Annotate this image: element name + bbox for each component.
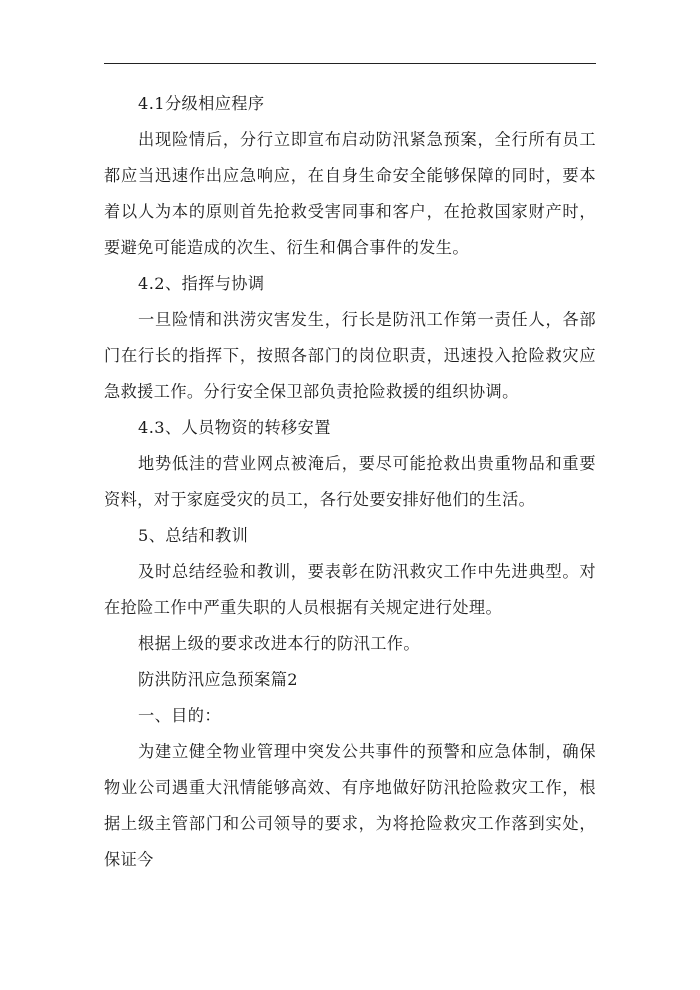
paragraph-5-summary: 及时总结经验和教训，要表彰在防汛救灾工作中先进典型。对在抢险工作中严重失职的人员根据有关规定进行处理。	[104, 562, 596, 617]
section-heading-5: 5、总结和教训	[138, 526, 249, 545]
paragraph-4-3: 地势低洼的营业网点被淹后，要尽可能抢救出贵重物品和重要资料，对于家庭受灾的员工，各行处要安排好他们的生活。	[104, 454, 596, 509]
section-heading-purpose: 一、目的：	[138, 706, 221, 725]
header-divider	[104, 63, 596, 64]
section-heading-4-2: 4.2、指挥与协调	[138, 274, 265, 293]
paragraph-4-1: 出现险情后，分行立即宣布启动防汛紧急预案，全行所有员工都应当迅速作出应急响应，在自身生命安全能够保障的同时，要本着以人为本的原则首先抢救受害同事和客户，在抢救国家财产时，要避免可能造成的次生、衍生和偶合事件的发生。	[104, 130, 596, 257]
paragraph-4-2: 一旦险情和洪涝灾害发生，行长是防汛工作第一责任人，各部门在行长的指挥下，按照各部门的岗位职责，迅速投入抢险救灾应急救援工作。分行安全保卫部负责抢险救援的组织协调。	[104, 310, 596, 401]
section-heading-4-3: 4.3、人员物资的转移安置	[138, 418, 331, 437]
document-body	[104, 86, 596, 878]
section-heading-4-1: 4.1分级相应程序	[138, 94, 265, 113]
paragraph-5-improve: 根据上级的要求改进本行的防汛工作。	[138, 634, 420, 653]
part-title-2: 防洪防汛应急预案篇2	[138, 670, 298, 689]
paragraph-purpose: 为建立健全物业管理中突发公共事件的预警和应急体制，确保物业公司遇重大汛情能够高效、有序地做好防汛抢险救灾工作，根据上级主管部门和公司领导的要求，为将抢险救灾工作落到实处，保证今	[104, 742, 596, 869]
